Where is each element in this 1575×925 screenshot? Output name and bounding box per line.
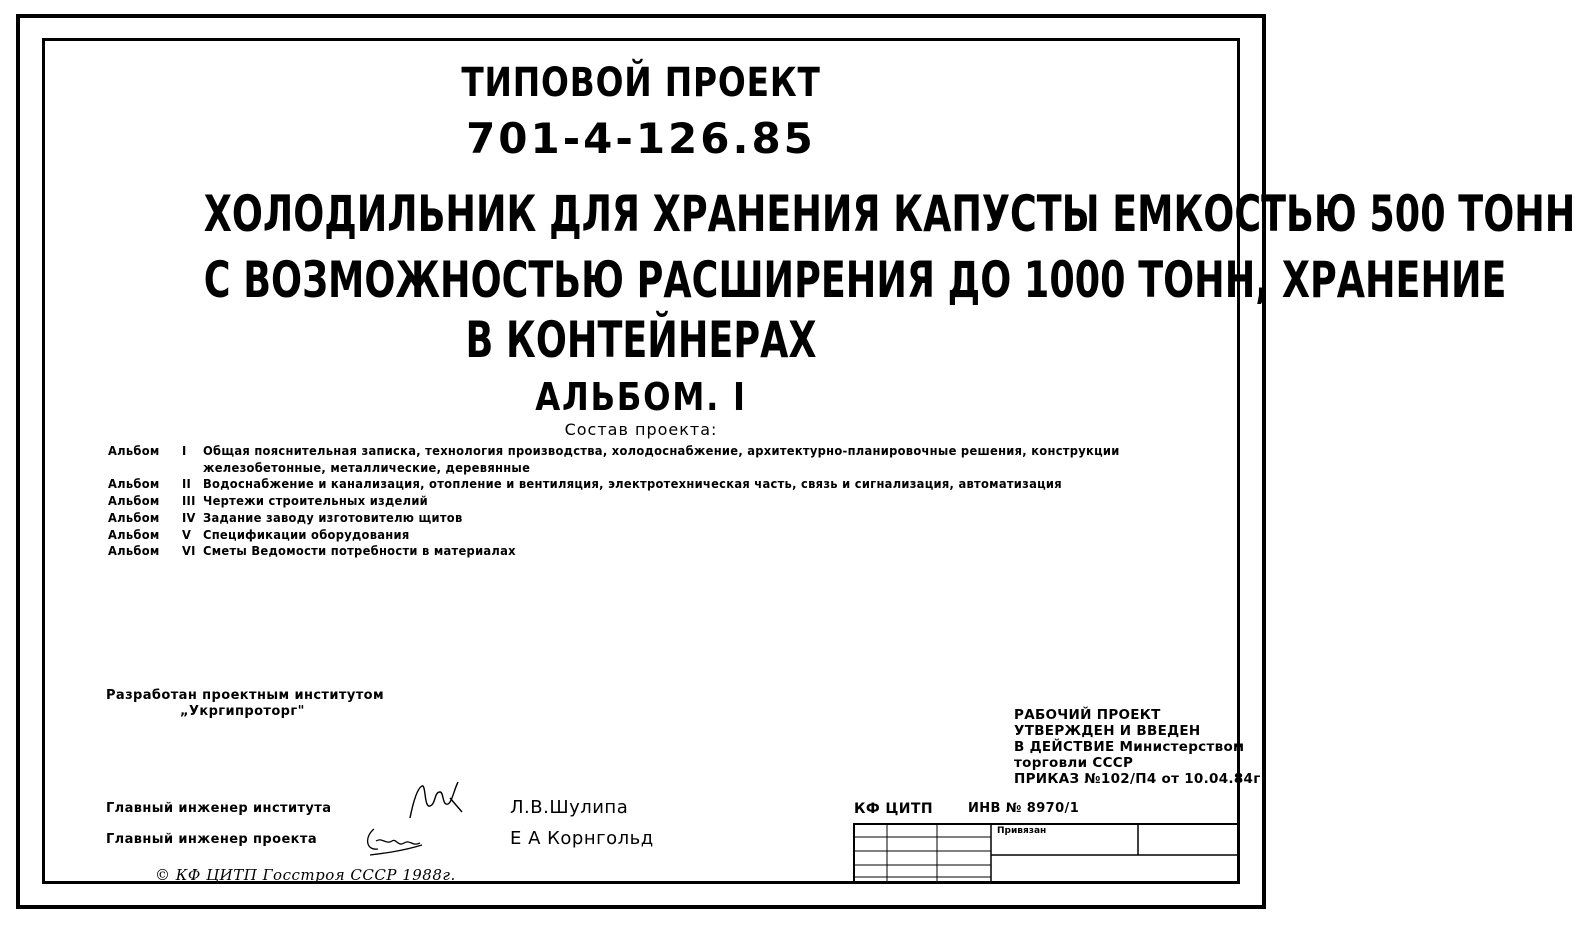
signature-title: Главный инженер проекта <box>106 832 318 847</box>
album-number: VI <box>182 543 196 558</box>
approval-line: торговли СССР <box>1014 755 1134 771</box>
approval-line: УТВЕРЖДЕН И ВВЕДЕН <box>1014 723 1201 739</box>
album-description: Общая пояснительная записка, технология производства, холодоснабжение, архитектурно-планировочные решения, конструкции <box>203 443 1120 458</box>
project-number: 701-4-126.85 <box>466 114 816 163</box>
signature-name: Е А Корнгольд <box>510 828 654 849</box>
developer-line: Разработан проектным институтом <box>106 688 384 703</box>
album-description-cont: железобетонные, металлические, деревянные <box>203 460 531 475</box>
album-tag: Альбом <box>108 543 160 558</box>
album-title: АЛЬБОМ. I <box>535 375 747 419</box>
approval-line: В ДЕЙСТВИЕ Министерством <box>1014 739 1245 755</box>
album-number: II <box>182 476 192 491</box>
album-number: IV <box>182 510 196 525</box>
album-number: III <box>182 493 196 508</box>
stamp-attached-label: Привязан <box>997 826 1047 836</box>
signature-title: Главный инженер института <box>106 801 332 816</box>
composition-heading: Состав проекта: <box>564 420 718 439</box>
main-title-line-2: С ВОЗМОЖНОСТЬЮ РАСШИРЕНИЯ ДО 1000 ТОНН, ХРАНЕНИЕ <box>203 251 1507 309</box>
album-tag: Альбом <box>108 476 160 491</box>
stamp-table <box>853 823 1240 884</box>
signature-name: Л.В.Шулипа <box>510 797 629 818</box>
handwritten-signature-1 <box>400 778 470 828</box>
album-description: Водоснабжение и канализация, отопление и вентиляция, электротехническая часть, связь и сигнализация, автоматизация <box>203 476 1062 491</box>
album-number: I <box>182 443 187 458</box>
copyright-line: © КФ ЦИТП Госстроя СССР 1988г. <box>155 866 456 884</box>
album-description: Задание заводу изготовителю щитов <box>203 510 463 525</box>
album-tag: Альбом <box>108 510 160 525</box>
album-description: Сметы Ведомости потребности в материалах <box>203 543 516 558</box>
stamp-inventory-number: ИНВ № 8970/1 <box>968 801 1080 816</box>
album-description: Чертежи строительных изделий <box>203 493 428 508</box>
album-tag: Альбом <box>108 443 160 458</box>
approval-line: ПРИКАЗ №102/П4 от 10.04.84г. <box>1014 771 1267 787</box>
developer-institute: „Укргипроторг" <box>180 704 305 719</box>
approval-line: РАБОЧИЙ ПРОЕКТ <box>1014 707 1161 723</box>
main-title-line-3: В КОНТЕЙНЕРАХ <box>465 311 817 369</box>
stamp-org: КФ ЦИТП <box>854 801 933 817</box>
album-number: V <box>182 527 192 542</box>
approval-block <box>1014 707 1266 787</box>
stamp-grid <box>853 823 1240 884</box>
album-tag: Альбом <box>108 493 160 508</box>
album-description: Спецификации оборудования <box>203 527 410 542</box>
album-tag: Альбом <box>108 527 160 542</box>
main-title-line-1: ХОЛОДИЛЬНИК ДЛЯ ХРАНЕНИЯ КАПУСТЫ ЕМКОСТЬЮ 500 ТОНН <box>203 185 1575 243</box>
document-type-title: ТИПОВОЙ ПРОЕКТ <box>461 60 821 106</box>
handwritten-signature-2 <box>362 823 432 861</box>
